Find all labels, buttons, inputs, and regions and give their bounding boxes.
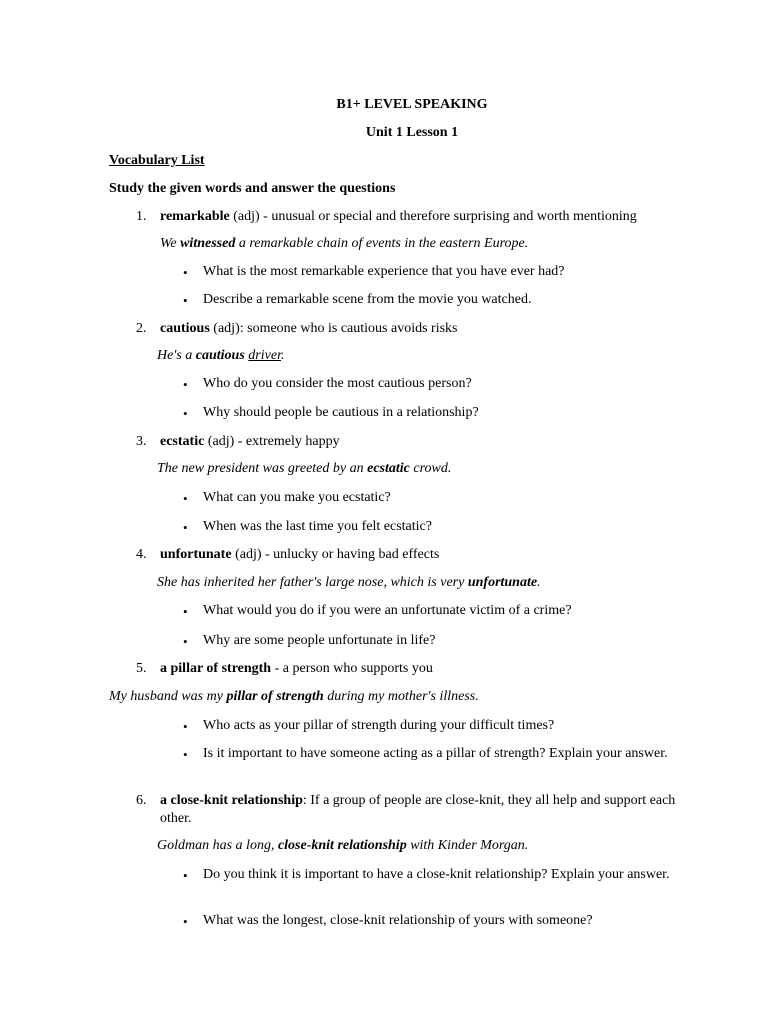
- question: Is it important to have someone acting as a pillar of strength? Explain your answer.: [203, 746, 668, 761]
- example-keyword: close-knit relationship: [277, 838, 407, 853]
- example-keyword: unfortunate: [467, 575, 538, 590]
- definition: (adj) - unlucky or having bad effects: [231, 547, 440, 562]
- example-sentence: [160, 235, 528, 253]
- example-post: .: [537, 575, 541, 590]
- item-definition-line: [160, 546, 439, 564]
- example-pre: My husband was my: [109, 689, 227, 704]
- example-sentence: [157, 460, 451, 478]
- bullet-icon: •: [183, 604, 188, 619]
- instructions: Study the given words and answer the questions: [109, 181, 396, 196]
- example-pre: He's a: [157, 348, 196, 363]
- example-pre: She has inherited her father's large nose, which is very: [157, 575, 468, 590]
- question: What would you do if you were an unfortunate victim of a crime?: [203, 603, 572, 618]
- question: Do you think it is important to have a close-knit relationship? Explain your answer.: [203, 867, 670, 882]
- example-post: with Kinder Morgan.: [406, 838, 529, 853]
- term: unfortunate: [160, 547, 232, 562]
- item-number: 6.: [136, 793, 147, 808]
- example-post: a remarkable chain of events in the eastern Europe.: [235, 236, 529, 251]
- item-definition-line: [160, 208, 637, 226]
- example-sentence: [157, 347, 284, 365]
- question: Who acts as your pillar of strength during your difficult times?: [203, 718, 555, 733]
- bullet-icon: •: [183, 634, 188, 649]
- example-post: crowd.: [409, 461, 452, 476]
- question: What was the longest, close-knit relationship of yours with someone?: [203, 913, 593, 928]
- example-pre: Goldman has a long,: [157, 838, 278, 853]
- lesson-subtitle: Unit 1 Lesson 1: [365, 125, 459, 140]
- definition: : If a group of people are close-knit, they all help and support each other.: [160, 793, 676, 826]
- bullet-icon: •: [183, 377, 188, 392]
- bullet-icon: •: [183, 520, 188, 535]
- item-definition-line: [160, 792, 705, 828]
- item-definition-line: [160, 320, 457, 338]
- bullet-icon: •: [183, 293, 188, 308]
- question: What is the most remarkable experience that you have ever had?: [203, 264, 565, 279]
- example-keyword: pillar of strength: [226, 689, 324, 704]
- example-underlined: driver: [248, 348, 281, 363]
- definition: (adj): someone who is cautious avoids risks: [209, 321, 458, 336]
- bullet-icon: •: [183, 265, 188, 280]
- bullet-icon: •: [183, 491, 188, 506]
- question: When was the last time you felt ecstatic?: [203, 519, 432, 534]
- bullet-icon: •: [183, 914, 188, 929]
- item-number: 2.: [136, 321, 147, 336]
- question: Who do you consider the most cautious person?: [203, 376, 472, 391]
- example-keyword: witnessed: [180, 236, 236, 251]
- example-post: .: [280, 348, 285, 363]
- term: a close-knit relationship: [160, 793, 303, 808]
- definition: (adj) - unusual or special and therefore surprising and worth mentioning: [229, 209, 637, 224]
- question: Describe a remarkable scene from the movie you watched.: [203, 292, 532, 307]
- example-sentence: [109, 688, 479, 706]
- definition: - a person who supports you: [271, 661, 433, 676]
- bullet-icon: •: [183, 719, 188, 734]
- question: Why are some people unfortunate in life?: [203, 633, 436, 648]
- bullet-icon: •: [183, 747, 188, 762]
- term: a pillar of strength: [160, 661, 272, 676]
- example-post: during my mother's illness.: [323, 689, 479, 704]
- example-sentence: [157, 837, 528, 855]
- term: remarkable: [160, 209, 230, 224]
- term: ecstatic: [160, 434, 205, 449]
- question: What can you make you ecstatic?: [203, 490, 391, 505]
- section-heading: Vocabulary List: [109, 153, 205, 168]
- item-number: 5.: [136, 661, 147, 676]
- question: Why should people be cautious in a relationship?: [203, 405, 479, 420]
- item-number: 1.: [136, 209, 147, 224]
- example-keyword: cautious: [195, 348, 245, 363]
- example-pre: The new president was greeted by an: [157, 461, 368, 476]
- example-keyword: ecstatic: [367, 461, 410, 476]
- example-sentence: [157, 574, 541, 592]
- example-pre: We: [160, 236, 181, 251]
- bullet-icon: •: [183, 868, 188, 883]
- bullet-icon: •: [183, 406, 188, 421]
- definition: (adj) - extremely happy: [204, 434, 340, 449]
- page-title: B1+ LEVEL SPEAKING: [336, 97, 488, 112]
- item-number: 3.: [136, 434, 147, 449]
- item-definition-line: [160, 660, 433, 678]
- item-number: 4.: [136, 547, 147, 562]
- term: cautious: [160, 321, 210, 336]
- item-definition-line: [160, 433, 340, 451]
